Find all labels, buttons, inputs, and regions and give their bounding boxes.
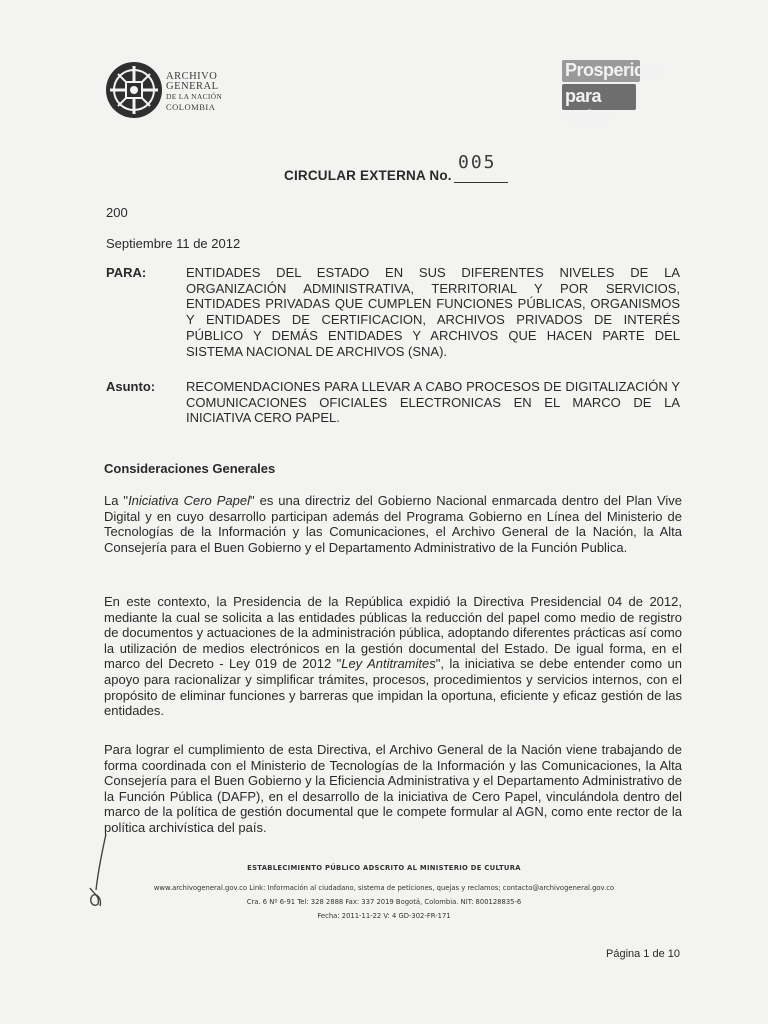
paragraph-3: Para lograr el cumplimiento de esta Directiva, el Archivo General de la Nación viene trabajando de forma coordinada con el Ministerio de Tecnologías de la Información y las Comunicaciones, la Alta Consejería para el Buen Gobierno y la Eficiencia Administrativa y el Departamento Administrativo de la Función Pública (DAFP), en el desarrollo de la iniciativa de Cero Papel, vinculándola dentro del marco de la política de gestión documental que le compete formular al AGN, como ente rector de la política archivística del país.	[104, 742, 682, 835]
footer-institution: ESTABLECIMIENTO PÚBLICO ADSCRITO AL MINISTERIO DE CULTURA	[247, 864, 521, 872]
asunto-label: Asunto:	[106, 379, 156, 394]
document-date: Septiembre 11 de 2012	[106, 236, 241, 251]
section-heading: Consideraciones Generales	[104, 461, 276, 476]
circular-underline	[454, 182, 508, 183]
emphasis: Iniciativa Cero Papel	[128, 493, 251, 508]
logo-line: GENERAL	[166, 81, 219, 92]
paragraph-1: La "Iniciativa Cero Papel" es una directriz del Gobierno Nacional enmarcada dentro del Plan Vive Digital y en cuyo desarrollo participan además del Programa Gobierno en Línea del Ministerio de Tecnologías de la Información y las Comunicaciones, el Archivo General de la Nación, la Alta Consejería para el Buen Gobierno y el Departamento Administrativo de la Función Publica.	[104, 493, 682, 555]
para-label: PARA:	[106, 265, 147, 280]
page-number: Página 1 de 10	[606, 948, 681, 960]
emphasis: Ley Antitramites	[341, 656, 436, 672]
slogan-line-1: Prosperidad	[565, 60, 665, 80]
logo-line: DE LA NACIÓN	[166, 92, 223, 101]
footer-form-code: Fecha: 2011-11-22 V: 4 GD-302-FR-171	[317, 912, 451, 920]
logo-text	[166, 72, 222, 112]
logo-line: ARCHIVO	[166, 71, 218, 82]
footer-address: Cra. 6 Nº 6-91 Tel: 328 2888 Fax: 337 2019 Bogotá, Colombia. NIT: 800128835-6	[246, 898, 522, 906]
archivo-general-logo-icon	[104, 60, 164, 120]
prosperidad-slogan-logo	[562, 58, 665, 127]
logo-line: COLOMBIA	[166, 102, 216, 112]
slogan-line-2: para todos	[565, 86, 612, 127]
asunto-text: RECOMENDACIONES PARA LLEVAR A CABO PROCESOS DE DIGITALIZACIÓN Y COMUNICACIONES OFICIALES ELECTRONICAS EN EL MARCO DE LA INICIATIVA CERO PAPEL.	[186, 379, 680, 426]
circular-title: CIRCULAR EXTERNA No.	[284, 168, 452, 183]
circular-number: 005	[458, 152, 497, 173]
document-code: 200	[106, 205, 128, 220]
para-text: ENTIDADES DEL ESTADO EN SUS DIFERENTES NIVELES DE LA ORGANIZACIÓN ADMINISTRATIVA, TERRITORIAL Y POR SERVICIOS, ENTIDADES PRIVADAS QUE CUMPLEN FUNCIONES PÚBLICAS, ORGANISMOS Y ENTIDADES DE CERTIFICACION, ARCHIVOS PRIVADOS DE INTERÉS PÚBLICO Y DEMÁS ENTIDADES Y ARCHIVOS QUE HACEN PARTE DEL SISTEMA NACIONAL DE ARCHIVOS (SNA).	[186, 265, 680, 359]
paragraph-2: En este contexto, la Presidencia de la República expidió la Directiva Presidencial 04 de 2012, mediante la cual se solicita a las entidades públicas la reducción del papel como medio de registro de documentos y actuaciones de la administración pública, adoptando diferentes prácticas así como la utilización de medios electrónicos en la gestión documental del Estado. De igual forma, en el marco del Decreto - Ley 019 de 2012 "Ley Antitramites", la iniciativa se debe entender como un apoyo para racionalizar y simplificar trámites, procesos, procedimientos y servicios internos, con el propósito de eliminar funciones y barreras que impidan la oportuna, eficiente y eficaz gestión de las entidades.	[104, 594, 682, 719]
footer-contact: www.archivogeneral.gov.co Link: Información al ciudadano, sistema de peticiones, quejas y reclamos; contacto@archivogeneral.gov.co	[153, 884, 615, 892]
